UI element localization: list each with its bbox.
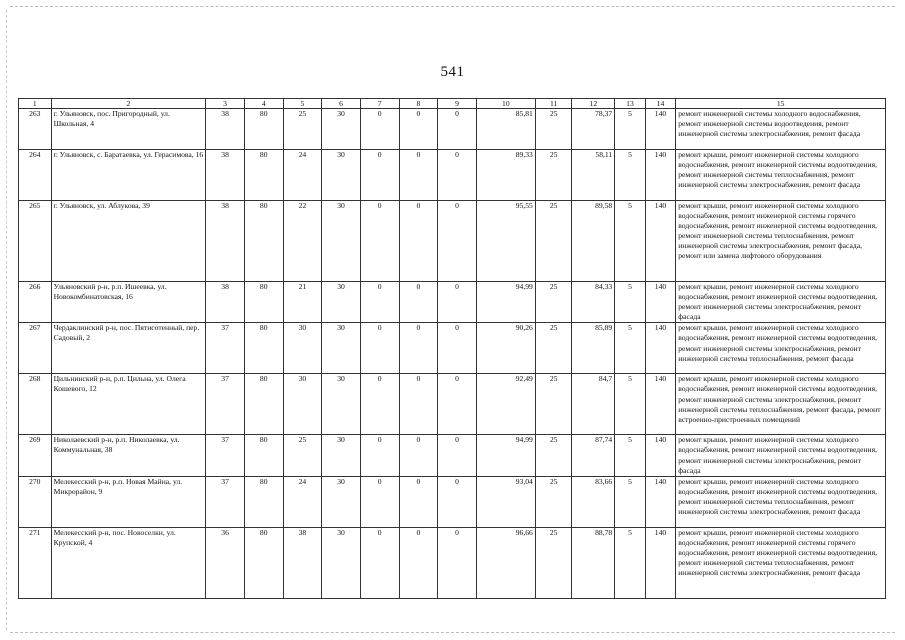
table-row xyxy=(19,374,886,435)
value-cell: 30 xyxy=(322,435,361,476)
value-cell: 0 xyxy=(399,435,438,476)
value-cell: 21 xyxy=(283,282,322,323)
value-cell: 0 xyxy=(438,201,477,282)
value-cell: 25 xyxy=(535,374,572,435)
value-cell: 5 xyxy=(615,150,646,201)
value-cell: 0 xyxy=(438,435,477,476)
value-cell: 140 xyxy=(645,201,676,282)
value-cell: 0 xyxy=(399,201,438,282)
value-cell: 37 xyxy=(206,435,245,476)
value-cell: 78,37 xyxy=(572,109,615,150)
value-cell: 30 xyxy=(322,150,361,201)
value-cell: 80 xyxy=(244,527,283,598)
works-cell: ремонт крыши, ремонт инженерной системы холодного водоснабжения, ремонт инженерной системы горячего водоснабжения, ремонт инженерной системы водоотведения, ремонт инженерной системы теплоснабжения, ремонт инженерной системы электроснабжения, ремонт фасада xyxy=(676,527,886,598)
works-cell: ремонт крыши, ремонт инженерной системы холодного водоснабжения, ремонт инженерной системы водоотведения, ремонт инженерной системы электроснабжения, ремонт инженерной системы теплоснабжения, ремонт фасада, ремонт встроенно-пристроенных помещений xyxy=(676,374,886,435)
value-cell: 5 xyxy=(615,527,646,598)
col-header: 7 xyxy=(360,99,399,109)
col-header: 13 xyxy=(615,99,646,109)
value-cell: 0 xyxy=(438,323,477,374)
value-cell: 30 xyxy=(322,527,361,598)
value-cell: 38 xyxy=(206,150,245,201)
value-cell: 0 xyxy=(438,527,477,598)
value-cell: 22 xyxy=(283,201,322,282)
col-header: 11 xyxy=(535,99,572,109)
value-cell: 80 xyxy=(244,374,283,435)
col-header: 2 xyxy=(51,99,206,109)
value-cell: 0 xyxy=(438,282,477,323)
value-cell: 24 xyxy=(283,150,322,201)
address-cell: Цильнинский р-н, р.п. Цильна, ул. Олега Кошевого, 12 xyxy=(51,374,206,435)
value-cell: 140 xyxy=(645,435,676,476)
col-header: 9 xyxy=(438,99,477,109)
row-number: 268 xyxy=(19,374,52,435)
works-cell: ремонт инженерной системы холодного водоснабжения, ремонт инженерной системы водоотведения, ремонт инженерной системы электроснабжения, ремонт фасада xyxy=(676,109,886,150)
col-header: 10 xyxy=(476,99,535,109)
value-cell: 0 xyxy=(360,323,399,374)
col-header: 8 xyxy=(399,99,438,109)
value-cell: 0 xyxy=(360,435,399,476)
value-cell: 94,99 xyxy=(476,435,535,476)
table-row xyxy=(19,323,886,374)
value-cell: 89,33 xyxy=(476,150,535,201)
value-cell: 0 xyxy=(438,150,477,201)
value-cell: 30 xyxy=(283,374,322,435)
value-cell: 5 xyxy=(615,109,646,150)
works-cell: ремонт крыши, ремонт инженерной системы холодного водоснабжения, ремонт инженерной системы водоотведения, ремонт инженерной системы электроснабжения, ремонт инженерной системы теплоснабжения, ремонт фасада xyxy=(676,323,886,374)
value-cell: 80 xyxy=(244,282,283,323)
works-cell: ремонт крыши, ремонт инженерной системы холодного водоснабжения, ремонт инженерной системы водоотведения, ремонт инженерной системы теплоснабжения, ремонт инженерной системы электроснабжения, ремонт фасада xyxy=(676,476,886,527)
address-cell: г. Ульяновск, пос. Пригородный, ул. Школьная, 4 xyxy=(51,109,206,150)
value-cell: 0 xyxy=(399,476,438,527)
table-row xyxy=(19,527,886,598)
value-cell: 0 xyxy=(360,109,399,150)
value-cell: 0 xyxy=(360,527,399,598)
value-cell: 25 xyxy=(535,282,572,323)
col-header: 14 xyxy=(645,99,676,109)
value-cell: 0 xyxy=(399,150,438,201)
value-cell: 0 xyxy=(399,527,438,598)
value-cell: 96,66 xyxy=(476,527,535,598)
value-cell: 95,55 xyxy=(476,201,535,282)
value-cell: 30 xyxy=(322,109,361,150)
value-cell: 30 xyxy=(322,201,361,282)
scan-border-bottom xyxy=(10,632,895,633)
value-cell: 85,81 xyxy=(476,109,535,150)
value-cell: 80 xyxy=(244,201,283,282)
value-cell: 30 xyxy=(322,374,361,435)
address-cell: Чердаклинский р-н, пос. Пятисотенный, пер. Садовый, 2 xyxy=(51,323,206,374)
value-cell: 25 xyxy=(535,201,572,282)
value-cell: 80 xyxy=(244,323,283,374)
col-header: 1 xyxy=(19,99,52,109)
row-number: 264 xyxy=(19,150,52,201)
value-cell: 0 xyxy=(438,374,477,435)
value-cell: 30 xyxy=(283,323,322,374)
value-cell: 37 xyxy=(206,323,245,374)
value-cell: 0 xyxy=(360,150,399,201)
value-cell: 25 xyxy=(535,323,572,374)
col-header: 12 xyxy=(572,99,615,109)
value-cell: 0 xyxy=(399,109,438,150)
page-number: 541 xyxy=(440,64,465,80)
value-cell: 5 xyxy=(615,201,646,282)
value-cell: 37 xyxy=(206,476,245,527)
value-cell: 140 xyxy=(645,150,676,201)
value-cell: 0 xyxy=(360,201,399,282)
value-cell: 0 xyxy=(438,476,477,527)
table-row xyxy=(19,476,886,527)
value-cell: 140 xyxy=(645,527,676,598)
value-cell: 84,33 xyxy=(572,282,615,323)
row-number: 263 xyxy=(19,109,52,150)
address-cell: Ульяновский р-н, р.п. Ишеевка, ул. Новокомбинатовская, 16 xyxy=(51,282,206,323)
value-cell: 25 xyxy=(535,109,572,150)
works-cell: ремонт крыши, ремонт инженерной системы холодного водоснабжения, ремонт инженерной системы водоотведения, ремонт инженерной системы электроснабжения, ремонт фасада xyxy=(676,282,886,323)
value-cell: 89,58 xyxy=(572,201,615,282)
value-cell: 36 xyxy=(206,527,245,598)
value-cell: 140 xyxy=(645,109,676,150)
col-header: 6 xyxy=(322,99,361,109)
header-row xyxy=(19,99,886,109)
value-cell: 25 xyxy=(283,109,322,150)
value-cell: 94,99 xyxy=(476,282,535,323)
address-cell: Мелекесский р-н, р.п. Новая Майна, ул. Микрорайон, 9 xyxy=(51,476,206,527)
value-cell: 38 xyxy=(206,109,245,150)
address-cell: Мелекесский р-н, пос. Новоселки, ул. Крупской, 4 xyxy=(51,527,206,598)
value-cell: 25 xyxy=(283,435,322,476)
repair-program-table xyxy=(18,98,886,599)
value-cell: 5 xyxy=(615,374,646,435)
col-header: 4 xyxy=(244,99,283,109)
value-cell: 38 xyxy=(206,201,245,282)
value-cell: 30 xyxy=(322,282,361,323)
address-cell: г. Ульяновск, ул. Аблукова, 39 xyxy=(51,201,206,282)
value-cell: 5 xyxy=(615,323,646,374)
table-row xyxy=(19,109,886,150)
value-cell: 0 xyxy=(399,282,438,323)
address-cell: г. Ульяновск, с. Баратаевка, ул. Герасимова, 16 xyxy=(51,150,206,201)
value-cell: 37 xyxy=(206,374,245,435)
row-number: 270 xyxy=(19,476,52,527)
value-cell: 0 xyxy=(360,282,399,323)
value-cell: 5 xyxy=(615,476,646,527)
value-cell: 0 xyxy=(399,374,438,435)
value-cell: 84,7 xyxy=(572,374,615,435)
address-cell: Николаевский р-н, р.п. Николаевка, ул. Коммунальная, 38 xyxy=(51,435,206,476)
value-cell: 5 xyxy=(615,435,646,476)
value-cell: 92,49 xyxy=(476,374,535,435)
works-cell: ремонт крыши, ремонт инженерной системы холодного водоснабжения, ремонт инженерной системы водоотведения, ремонт инженерной системы электроснабжения, ремонт фасада xyxy=(676,435,886,476)
scan-border-top xyxy=(10,6,895,7)
value-cell: 93,04 xyxy=(476,476,535,527)
value-cell: 24 xyxy=(283,476,322,527)
value-cell: 38 xyxy=(283,527,322,598)
value-cell: 25 xyxy=(535,476,572,527)
works-cell: ремонт крыши, ремонт инженерной системы холодного водоснабжения, ремонт инженерной системы горячего водоснабжения, ремонт инженерной системы водоотведения, ремонт инженерной системы теплоснабжения, ремонт инженерной системы электроснабжения, ремонт фасада, ремонт или замена лифтового оборудования xyxy=(676,201,886,282)
row-number: 269 xyxy=(19,435,52,476)
value-cell: 0 xyxy=(399,323,438,374)
value-cell: 80 xyxy=(244,109,283,150)
value-cell: 80 xyxy=(244,150,283,201)
value-cell: 25 xyxy=(535,435,572,476)
col-header: 15 xyxy=(676,99,886,109)
value-cell: 140 xyxy=(645,476,676,527)
value-cell: 90,26 xyxy=(476,323,535,374)
row-number: 267 xyxy=(19,323,52,374)
value-cell: 38 xyxy=(206,282,245,323)
row-number: 265 xyxy=(19,201,52,282)
row-number: 271 xyxy=(19,527,52,598)
value-cell: 0 xyxy=(438,109,477,150)
scan-border-left xyxy=(6,10,7,630)
value-cell: 83,66 xyxy=(572,476,615,527)
col-header: 3 xyxy=(206,99,245,109)
value-cell: 140 xyxy=(645,323,676,374)
works-cell: ремонт крыши, ремонт инженерной системы холодного водоснабжения, ремонт инженерной системы водоотведения, ремонт инженерной системы теплоснабжения, ремонт инженерной системы электроснабжения, ремонт фасада xyxy=(676,150,886,201)
value-cell: 25 xyxy=(535,527,572,598)
table-row xyxy=(19,282,886,323)
value-cell: 87,74 xyxy=(572,435,615,476)
value-cell: 88,78 xyxy=(572,527,615,598)
value-cell: 80 xyxy=(244,476,283,527)
value-cell: 30 xyxy=(322,476,361,527)
row-number: 266 xyxy=(19,282,52,323)
col-header: 5 xyxy=(283,99,322,109)
value-cell: 85,89 xyxy=(572,323,615,374)
value-cell: 30 xyxy=(322,323,361,374)
value-cell: 58,11 xyxy=(572,150,615,201)
value-cell: 0 xyxy=(360,374,399,435)
value-cell: 140 xyxy=(645,282,676,323)
value-cell: 140 xyxy=(645,374,676,435)
value-cell: 0 xyxy=(360,476,399,527)
value-cell: 25 xyxy=(535,150,572,201)
value-cell: 80 xyxy=(244,435,283,476)
table-row xyxy=(19,150,886,201)
value-cell: 5 xyxy=(615,282,646,323)
table-row xyxy=(19,435,886,476)
table-row xyxy=(19,201,886,282)
